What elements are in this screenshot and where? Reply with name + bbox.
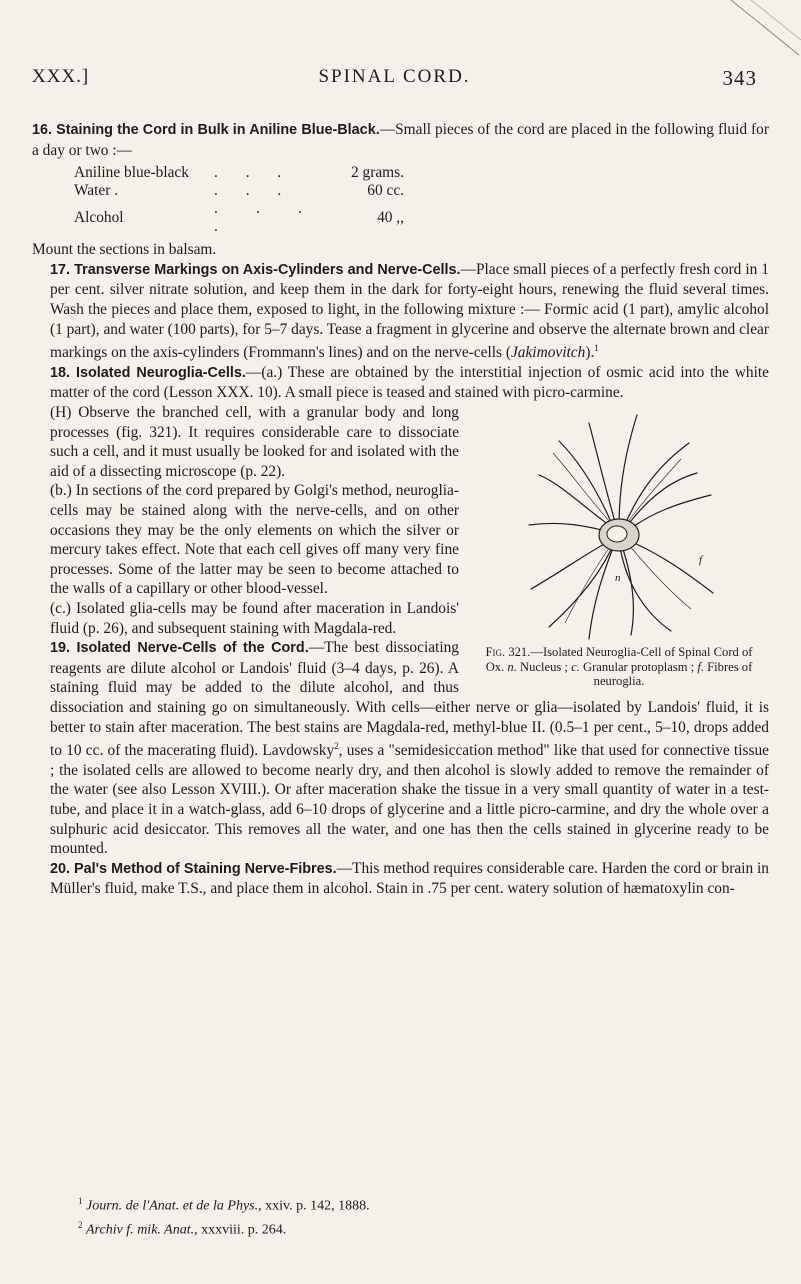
recipe-amount: 60 cc. [367, 182, 404, 200]
figure-label-n: n [615, 572, 621, 585]
section-18 [32, 363, 769, 403]
section-16 [32, 120, 769, 160]
figure-label-f: f [699, 554, 703, 567]
page-corner-marks [721, 0, 801, 70]
section-16-title: 16. Staining the Cord in Bulk in Aniline Blue-Black. [32, 122, 380, 138]
recipe-amount: 2 grams. [350, 164, 404, 182]
body-text [32, 120, 769, 899]
cell-nucleus [607, 526, 627, 542]
chapter-marker: XXX.] [32, 66, 90, 87]
section-17: 17. Transverse Markings on Axis-Cylinders and Nerve-Cells.—Place small pieces of a perfectly fresh cord in 1 per cent. silver nitrate solution, and keep them in the dark for forty-eight hours, renewing the fluid several times. Wash the pieces and place them, exposed to light, in the following mixture :— Formic acid (1 part), amylic alcohol (1 part), and water (100 parts), for 5–7 days. Tease a fragment in glycerine and observe the alternate brown and clear markings on the axis-cylinders (Frommann's lines) and on the nerve-cells (Jakimovitch).$^1$ [50, 260, 769, 362]
figure-321 [469, 403, 769, 689]
section-18-title: 18. Isolated Neuroglia-Cells. [50, 364, 246, 381]
footnote-1: $^1$ Journ. de l'Anat. et de la Phys., xxiv. p. 142, 1888. [78, 1196, 370, 1214]
section-20: 20. Pal's Method of Staining Nerve-Fibres.—This method requires considerable care. Harden the cord or brain in Müller's fluid, make T.S., and place them in alcohol. Stain in .75 per cent. watery solution of hæmatoxylin con- [50, 859, 770, 898]
recipe-row: Alcohol . . . . 40 ,, [74, 200, 404, 236]
section-17-text: —Place small pieces of a perfectly fresh cord in 1 per cent. silver nitrate solution, and keep them in the dark for forty-eight hours, renewing the fluid several times. Wash the pieces and place them, exposed to light, in the following mixture :— Formic acid (1 part), amylic alcohol (1 part), and water (100 parts), for 5–7 days. Tease a fragment in glycerine and observe the alternate brown and clear markings on the axis-cylinders (Frommann's lines) and on the nerve-cells ( [50, 260, 769, 362]
recipe-amount: 40 ,, [377, 209, 404, 227]
recipe-ingredient: Alcohol [74, 209, 124, 227]
figure-caption: Fig. 321.—Isolated Neuroglia-Cell of Spinal Cord of Ox. n. Nucleus ; c. Granular protoplasm ; f. Fibres of neuroglia. [485, 645, 753, 689]
running-head [32, 66, 757, 94]
section-18-para-b: (b.) In sections of the cord prepared by Golgi's method, neuroglia-cells may be stained along with the nerve-cells, and on other occasions they may be the only elements on which the silver or mercury takes effect. Note that each cell gives off many very fine processes. Some of the latter may be seen to become attached to the walls of a capillary or other blood-vessel. [50, 482, 459, 598]
footnotes [32, 1192, 769, 1239]
footnote-ref: 1 [594, 343, 599, 354]
recipe-ingredient: Water . [74, 182, 119, 200]
section-18-text: —(a.) These are obtained by the interstitial injection of osmic acid into the white matter of the cord (Lesson XXX. 10). A small piece is teased and stained with picro-carmine. [50, 363, 769, 402]
section-19: 19. Isolated Nerve-Cells of the Cord.—The best dissociating reagents are dilute alcohol or Landois' fluid (3–4 days, p. 26). A staining fluid may be added to the dilute alcohol, and thus dissociation and staining go on simultaneously. With cells—either nerve or glia—isolated by Landois' fluid, it is better to stain after maceration. The best stains are Magdala-red, methyl-blue II. (0.5–1 per cent., 5–10, drops added to 10 cc. of the macerating fluid). Lavdowsky$^2$, uses a "semidesiccation method" like that used for connective tissue ; the isolated cells are allowed to become nearly dry, and then alcohol is slowly added to remove the remainder of the water (see also Lesson XVIII.). Or after maceration shake the tissue in a very small quantity of water in a test-tube, and place it in a watch-glass, add 6–10 drops of glycerine and a little picro-carmine, and dry the whole over a sulphuric acid desiccator. This removes all the water, and one has then the cells stained in glycerine ready to be mounted. [50, 639, 769, 858]
section-17-title: 17. Transverse Markings on Axis-Cylinders and Nerve-Cells. [50, 261, 461, 278]
section-16-text: —Small pieces of the cord are placed in the following fluid for a day or two :— [32, 121, 769, 159]
recipe-ingredient: Aniline blue-black [74, 164, 189, 182]
recipe-row: Water . . . . 60 cc. [74, 182, 404, 200]
section-16-after: Mount the sections in balsam. [32, 241, 217, 259]
running-title: SPINAL CORD. [318, 66, 471, 87]
footnote-ref: 2 [334, 741, 339, 752]
section-17-author: Jakimovitch [510, 344, 586, 362]
section-18-para-c: (c.) Isolated glia-cells may be found after maceration in Landois' fluid (p. 26), and subsequent staining with Magdala-red. [50, 600, 459, 637]
recipe-table [74, 164, 404, 236]
section-19-title: 19. Isolated Nerve-Cells of the Cord. [50, 640, 309, 657]
footnote-2: $^2$ Archiv f. mik. Anat., xxxviii. p. 264. [78, 1219, 287, 1238]
section-20-title: 20. Pal's Method of Staining Nerve-Fibres. [50, 860, 337, 877]
figure-number: Fig. 321. [485, 645, 531, 660]
neuroglia-cell-illustration [519, 403, 719, 643]
page-number: 343 [722, 66, 757, 90]
section-18-para-h: (H) Observe the branched cell, with a granular body and long processes (fig. 321). It requires considerable care to dissociate such a cell, and it must usually be looked for and isolated with the aid of a dissecting microscope (p. 22). [50, 404, 459, 480]
recipe-row: Aniline blue-black . . . 2 grams. [74, 164, 404, 182]
